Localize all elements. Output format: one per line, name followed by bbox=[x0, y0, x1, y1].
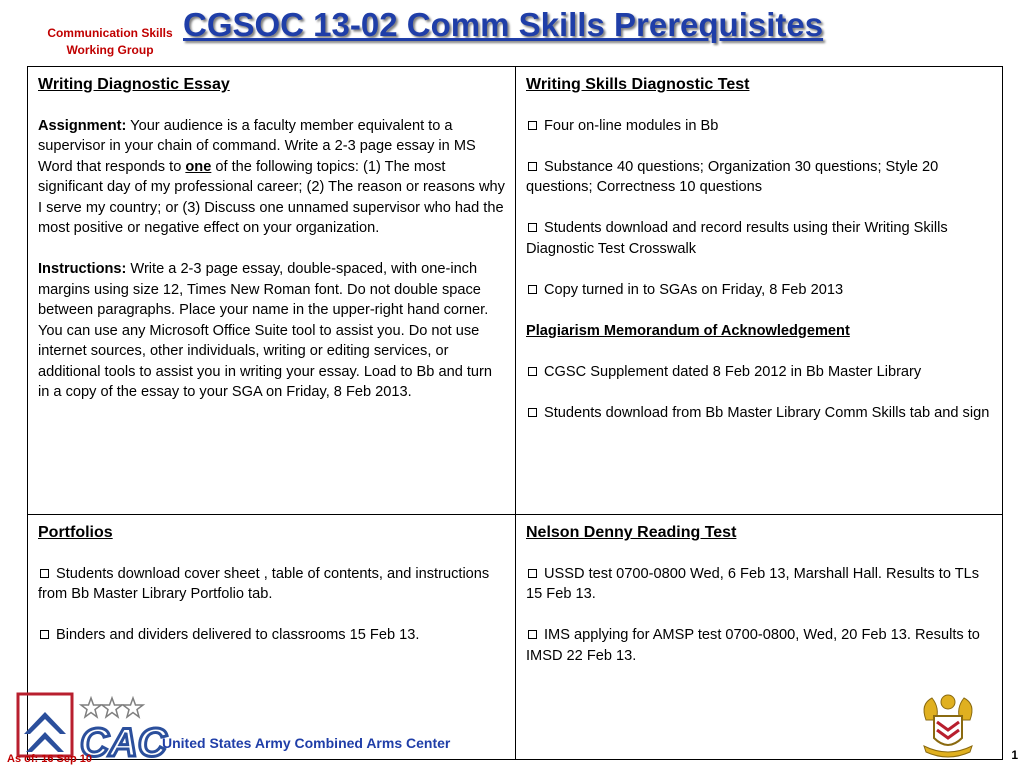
checkbox-square-icon bbox=[40, 569, 49, 578]
working-group-label bbox=[30, 25, 190, 59]
list-item-text: Students download cover sheet , table of contents, and instructions from Bb Master Library Portfolio tab. bbox=[38, 565, 490, 602]
working-group-line1: Communication Skills bbox=[47, 26, 173, 40]
checkbox-square-icon bbox=[528, 285, 537, 294]
working-group-line2: Working Group bbox=[66, 43, 154, 57]
checkbox-square-icon bbox=[528, 569, 537, 578]
list-item bbox=[526, 218, 993, 259]
list-item-text: Students download from Bb Master Library Comm Skills tab and sign bbox=[544, 404, 990, 421]
list-item-text: Substance 40 questions; Organization 30 questions; Style 20 questions; Correctness 10 questions bbox=[526, 158, 939, 195]
list-item-text: Copy turned in to SGAs on Friday, 8 Feb 2013 bbox=[544, 281, 844, 298]
list-item bbox=[526, 116, 993, 137]
page-title: CGSOC 13-02 Comm Skills Prerequisites bbox=[183, 6, 824, 43]
list-item bbox=[526, 625, 993, 666]
list-item bbox=[526, 403, 993, 424]
list-item bbox=[526, 157, 993, 198]
instructions-label: Instructions: bbox=[38, 261, 127, 277]
plagiarism-heading: Plagiarism Memorandum of Acknowledgement bbox=[526, 322, 850, 339]
list-item-text: Students download and record results using their Writing Skills Diagnostic Test Crosswalk bbox=[526, 220, 948, 257]
list-item bbox=[38, 564, 506, 605]
checkbox-square-icon bbox=[528, 408, 537, 417]
nelson-heading: Nelson Denny Reading Test bbox=[526, 524, 737, 541]
checkbox-square-icon bbox=[528, 162, 537, 171]
checkbox-square-icon bbox=[528, 223, 537, 232]
cell-writing-skills-diagnostic-test bbox=[516, 67, 1002, 515]
assignment-emphasis: one bbox=[185, 158, 212, 175]
essay-assignment bbox=[38, 116, 506, 239]
assignment-label: Assignment: bbox=[38, 117, 127, 134]
list-item-text: Binders and dividers delivered to classrooms 15 Feb 13. bbox=[56, 627, 420, 643]
list-item-text: USSD test 0700-0800 Wed, 6 Feb 13, Marshall Hall. Results to TLs 15 Feb 13. bbox=[526, 565, 980, 602]
assignment-text-2: of the following topics: (1) The most significant day of my professional career; (2) The reason or reasons why I serve my country; or (3) Discuss one unnamed supervisor who had the most positive or negative effect on your organization. bbox=[38, 158, 505, 236]
list-item bbox=[526, 362, 993, 383]
cell-writing-diagnostic-essay bbox=[28, 67, 516, 515]
essay-instructions bbox=[38, 259, 506, 403]
list-item bbox=[526, 564, 993, 605]
page-number: 1 bbox=[1011, 748, 1018, 762]
cac-logo-icon bbox=[16, 692, 167, 765]
portfolios-heading: Portfolios bbox=[38, 524, 113, 541]
list-item-text: CGSC Supplement dated 8 Feb 2012 in Bb Master Library bbox=[544, 363, 922, 380]
list-item-text: IMS applying for AMSP test 0700-0800, Wed, 20 Feb 13. Results to IMSD 22 Feb 13. bbox=[526, 627, 980, 664]
skills-test-heading: Writing Skills Diagnostic Test bbox=[526, 76, 750, 93]
list-item-text: Four on-line modules in Bb bbox=[544, 117, 719, 134]
list-item bbox=[38, 625, 506, 646]
assignment-text-1: Your audience is a faculty member equivalent to a supervisor in your chain of command. Write a 2-3 page essay in MS Word that responds to bbox=[38, 117, 476, 175]
instructions-text: Write a 2-3 page essay, double-spaced, with one-inch margins using size 12, Times New Roman font. Do not double space between paragraphs. Place your name in the upper-right hand corner. You can use any Microsoft Office Suite tool to assist you. Do not use internet sources, other individuals, writing or editing services, or additional tools to assist you in writing your essay. Load to Bb and turn in a copy of the essay to your SGA on Friday, 8 Feb 2013. bbox=[38, 261, 493, 400]
cac-logo-text: CAC bbox=[80, 721, 167, 765]
as-of-date: As of: 16 Sep 10 bbox=[7, 753, 92, 765]
footer-org-name: United States Army Combined Arms Center bbox=[162, 735, 451, 751]
checkbox-square-icon bbox=[40, 630, 49, 639]
prerequisites-table bbox=[27, 66, 1003, 760]
list-item bbox=[526, 280, 993, 301]
checkbox-square-icon bbox=[528, 367, 537, 376]
army-crest-icon bbox=[918, 690, 978, 760]
essay-heading: Writing Diagnostic Essay bbox=[38, 76, 230, 93]
checkbox-square-icon bbox=[528, 630, 537, 639]
checkbox-square-icon bbox=[528, 121, 537, 130]
